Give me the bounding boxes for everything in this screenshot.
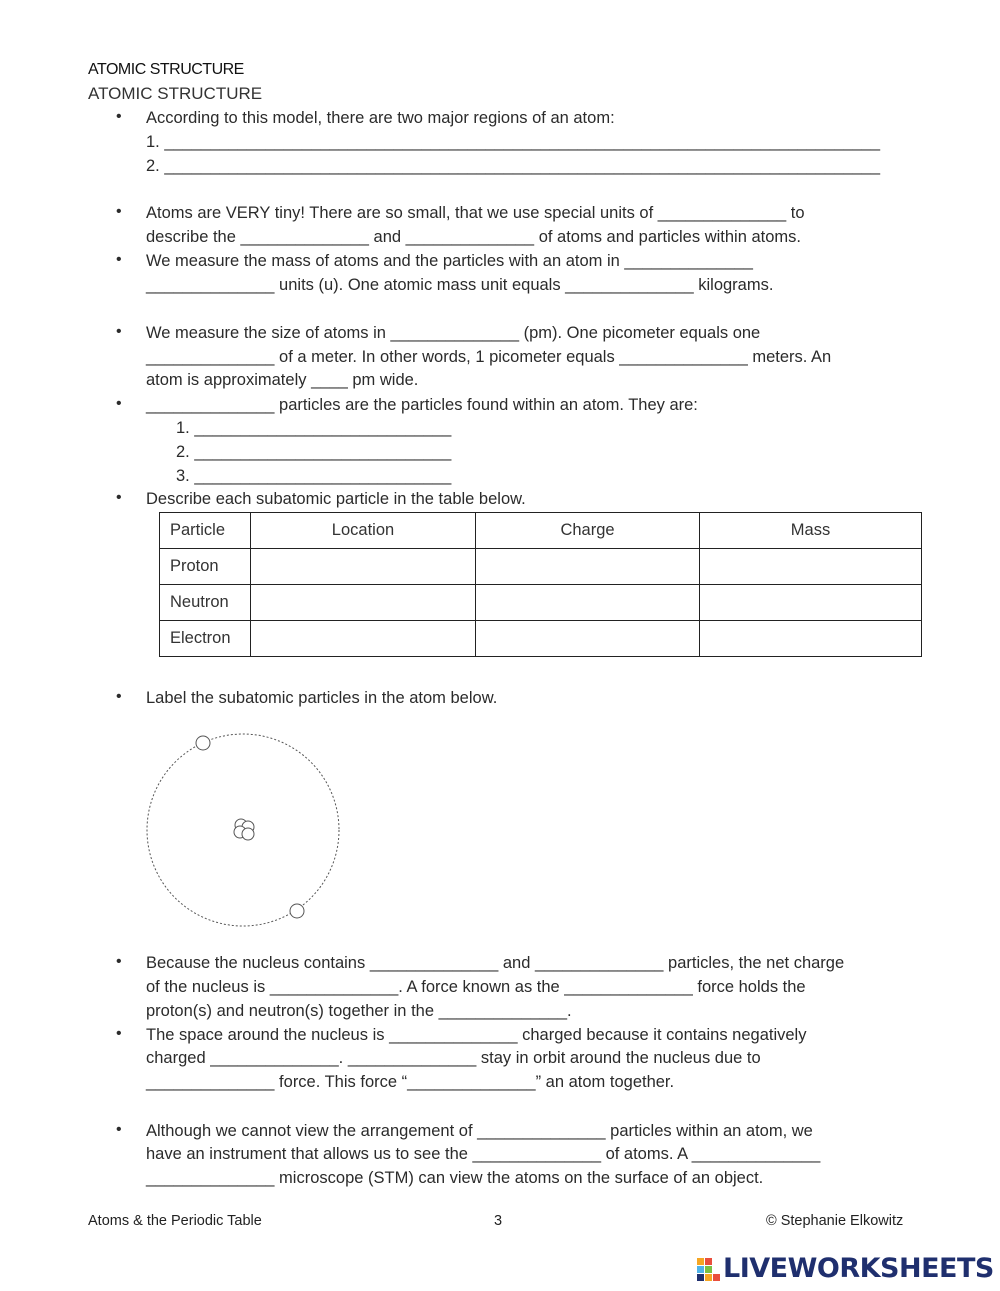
question-microscope: Although we cannot view the arrangement of ______________ particles within an atom, we <box>146 1122 813 1140</box>
answer-line-region-1[interactable]: 1. ______________________________________________________________________________ <box>146 133 881 151</box>
cell-neutron-mass[interactable] <box>700 585 922 621</box>
table-row <box>160 585 922 621</box>
bullet: • <box>116 688 122 705</box>
answer-line-region-2[interactable]: 2. ______________________________________________________________________________ <box>146 157 881 175</box>
question-nucleus: Because the nucleus contains ______________ and ______________ particles, the net charge <box>146 954 845 972</box>
question-particles: ______________ particles are the particles found within an atom. They are: <box>146 396 698 414</box>
nucleus <box>234 819 254 840</box>
answer-line-particle-2[interactable]: 2. ____________________________ <box>176 443 452 461</box>
question-regions: According to this model, there are two major regions of an atom: <box>146 109 615 127</box>
question-mass: We measure the mass of atoms and the particles with an atom in ______________ <box>146 252 753 270</box>
cell-proton-location[interactable] <box>251 549 476 585</box>
liveworksheets-logo-icon <box>697 1258 721 1282</box>
bullet: • <box>116 395 122 412</box>
cell-electron-charge[interactable] <box>476 621 700 657</box>
liveworksheets-logo[interactable] <box>697 1254 995 1284</box>
bullet: • <box>116 1025 122 1042</box>
bullet: • <box>116 1121 122 1138</box>
electron-1 <box>196 736 210 750</box>
question-tiny-units-cont: describe the ______________ and ______________ of atoms and particles within atoms. <box>146 228 801 246</box>
header-mass: Mass <box>700 513 922 549</box>
cell-neutron-location[interactable] <box>251 585 476 621</box>
subatomic-particle-table <box>159 512 922 657</box>
answer-line-particle-1[interactable]: 1. ____________________________ <box>176 419 452 437</box>
cell-neutron-charge[interactable] <box>476 585 700 621</box>
electron-2 <box>290 904 304 918</box>
cell-electron-location[interactable] <box>251 621 476 657</box>
question-microscope-cont: have an instrument that allows us to see the ______________ of atoms. A ______________ <box>146 1145 821 1163</box>
cell-proton-mass[interactable] <box>700 549 922 585</box>
bullet: • <box>116 203 122 220</box>
page-number: 3 <box>494 1213 503 1229</box>
footer-left: Atoms & the Periodic Table <box>88 1213 262 1229</box>
footer-right: © Stephanie Elkowitz <box>766 1213 904 1229</box>
question-space-cont2: ______________ force. This force “______________” an atom together. <box>146 1073 675 1091</box>
table-row <box>160 549 922 585</box>
bullet: • <box>116 251 122 268</box>
question-mass-cont: ______________ units (u). One atomic mass unit equals ______________ kilograms. <box>146 276 774 294</box>
question-size: We measure the size of atoms in ______________ (pm). One picometer equals one <box>146 324 761 342</box>
logo-text: LIVEWORKSHEETS <box>723 1253 994 1284</box>
question-tiny-units: Atoms are VERY tiny! There are so small, that we use special units of ______________ to <box>146 204 805 222</box>
bullet: • <box>116 323 122 340</box>
bullet: • <box>116 489 122 506</box>
question-table: Describe each subatomic particle in the table below. <box>146 490 526 508</box>
row-label-electron: Electron <box>160 621 251 657</box>
bullet: • <box>116 953 122 970</box>
question-label-atom: Label the subatomic particles in the atom below. <box>146 689 498 707</box>
cell-electron-mass[interactable] <box>700 621 922 657</box>
cell-proton-charge[interactable] <box>476 549 700 585</box>
bullet: • <box>116 108 122 125</box>
worksheet-title: ATOMIC STRUCTURE <box>88 84 263 103</box>
question-size-cont2: atom is approximately ____ pm wide. <box>146 371 419 389</box>
question-nucleus-cont: of the nucleus is ______________. A force known as the ______________ force holds the <box>146 978 806 996</box>
row-label-neutron: Neutron <box>160 585 251 621</box>
table-header-row <box>160 513 922 549</box>
header-particle: Particle <box>160 513 251 549</box>
header-charge: Charge <box>476 513 700 549</box>
question-space: The space around the nucleus is ______________ charged because it contains negatively <box>146 1026 807 1044</box>
worksheet-title-bold: ATOMIC STRUCTURE <box>88 61 244 78</box>
header-location: Location <box>251 513 476 549</box>
question-size-cont: ______________ of a meter. In other words, 1 picometer equals ______________ meters. An <box>146 348 832 366</box>
table-row <box>160 621 922 657</box>
question-microscope-cont2: ______________ microscope (STM) can view the atoms on the surface of an object. <box>146 1169 764 1187</box>
row-label-proton: Proton <box>160 549 251 585</box>
question-nucleus-cont2: proton(s) and neutron(s) together in the ______________. <box>146 1002 572 1020</box>
atom-diagram <box>140 730 350 930</box>
answer-line-particle-3[interactable]: 3. ____________________________ <box>176 467 452 485</box>
question-space-cont: charged ______________. ______________ stay in orbit around the nucleus due to <box>146 1049 761 1067</box>
